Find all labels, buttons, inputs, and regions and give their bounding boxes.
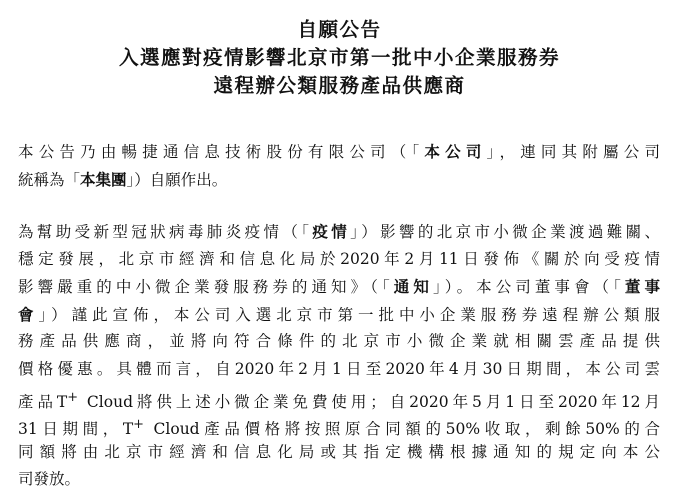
text-run: 產品T [18, 392, 68, 411]
defined-term-notice: 通知 [393, 277, 433, 297]
defined-term-epidemic: 疫情 [312, 222, 351, 241]
paragraph-line: 務產品供應商，並將向符合條件的北京市小微企業就相關雲產品提供 [18, 332, 660, 351]
text-run: 」）。本公司董事會（「 [432, 278, 625, 297]
text-run: 統稱為「 [18, 170, 81, 189]
paragraph-intro [18, 138, 660, 193]
paragraph-line: 同額將由北京市經濟和信息化局或其指定機構根據通知的規定向本公 [18, 442, 660, 461]
text-run: 」）影響的北京市小微企業渡過難關、 [350, 223, 660, 241]
text-run: 影響嚴重的中小微企業發服務券的通知》（「 [18, 278, 394, 297]
superscript-plus: + [67, 389, 79, 405]
text-run: 」）自願作出。 [126, 170, 228, 189]
title-line-1: 自願公告 [297, 18, 382, 41]
text-run: Cloud將供上述小微企業免費使用；自2020年5月1日至2020年12月 [78, 392, 660, 411]
text-run: 本公告乃由暢捷通信息技術股份有限公司（「 [18, 143, 425, 161]
defined-term-board: 董事 [624, 277, 660, 297]
paragraph-line [18, 166, 660, 194]
superscript-plus: + [133, 417, 144, 433]
paragraph-main [18, 218, 660, 494]
announcement-title [0, 16, 679, 100]
paragraph-line: 司發放。 [18, 470, 81, 489]
text-run: 」，連同其附屬公司 [486, 143, 660, 161]
text-run: 」）謹此宣佈，本公司入選北京市第一批中小企業服務券遠程辦公類服 [38, 305, 660, 324]
defined-term-company: 本公司 [424, 142, 487, 161]
paragraph-line [18, 411, 660, 439]
paragraph-line: 穩定發展，北京市經濟和信息化局於2020年2月11日發佈《關於向受疫情 [18, 249, 660, 268]
paragraph-line [18, 273, 660, 301]
title-line-3: 遠程辦公類服務產品供應商 [213, 74, 466, 97]
title-line-2: 入選應對疫情影響北京市第一批中小企業服務券 [118, 46, 560, 69]
paragraph-line [18, 138, 660, 166]
text-run: Cloud產品價格將按照原合同額的50%收取，剩餘50%的合 [144, 420, 661, 439]
defined-term-group: 本集團 [80, 169, 127, 189]
text-run: 為幫助受新型冠狀病毒肺炎疫情（「 [18, 223, 313, 241]
paragraph-line [18, 384, 660, 412]
text-run: 31日期間，T [18, 420, 134, 439]
defined-term-board: 會 [18, 304, 39, 324]
paragraph-line: 價格優惠。具體而言，自2020年2月1日至2020年4月30日期間，本公司雲 [18, 359, 660, 378]
paragraph-line [18, 218, 660, 246]
paragraph-line [18, 301, 660, 329]
